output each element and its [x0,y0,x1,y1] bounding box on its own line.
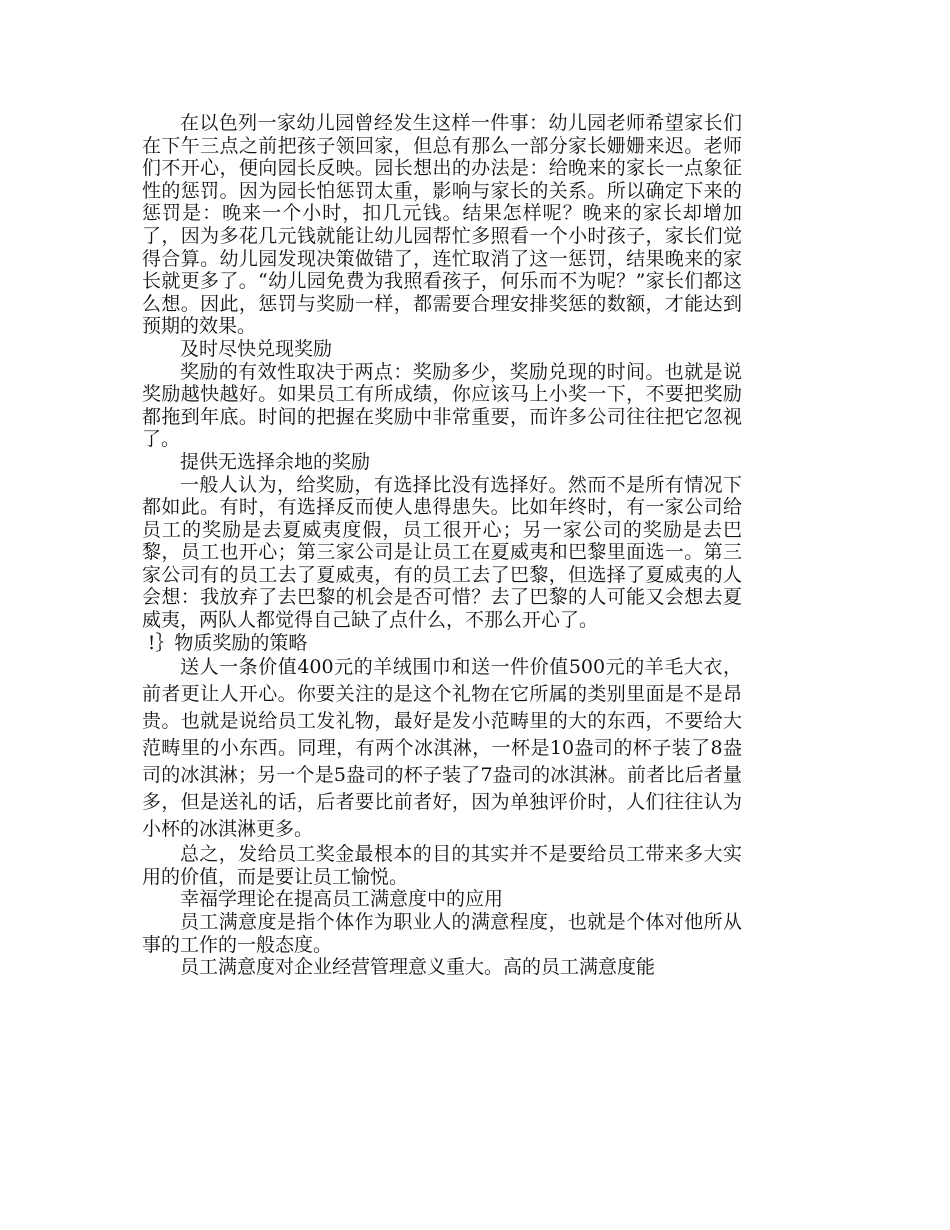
paragraph-bonus-purpose: 总之，发给员工奖金最根本的目的其实并不是要给员工带来多大实用的价值，而是要让员工愉悦。 [142,843,742,888]
heading-no-choice-reward: 提供无选择余地的奖励 [180,450,371,473]
heading-happiness-theory: 幸福学理论在提高员工满意度中的应用 [180,888,504,911]
heading-timely-reward: 及时尽快兑现奖励 [180,337,333,360]
paragraph-reward-timing: 奖励的有效性取决于两点：奖励多少，奖励兑现的时间。也就是说奖励越快越好。如果员工有所成绩，你应该马上小奖一下，不要把奖励都拖到年底。时间的把握在奖励中非常重要，而许多公司往往把它忽视了。 [142,360,742,451]
heading-material-reward-strategy: !｝物质奖励的策略 [147,631,308,654]
paragraph-choice-example: 一般人认为，给奖励，有选择比没有选择好。然而不是所有情况下都如此。有时，有选择反而使人患得患失。比如年终时，有一家公司给员工的奖励是去夏威夷度假，员工很开心；另一家公司的奖励是去巴黎，员工也开心；第三家公司是让员工在夏威夷和巴黎里面选一。第三家公司有的员工去了夏威夷，有的员工去了巴黎，但选择了夏威夷的人会想：我放弃了去巴黎的机会是否可惜？去了巴黎的人可能又会想去夏威夷，两队人都觉得自己缺了点什么，不那么开心了。 [142,473,742,632]
paragraph-kindergarten-story: 在以色列一家幼儿园曾经发生这样一件事：幼儿园老师希望家长们在下午三点之前把孩子领回家，但总有那么一部分家长姗姗来迟。老师们不开心，便向园长反映。园长想出的办法是：给晚来的家长一点象征性的惩罚。因为园长怕惩罚太重，影响与家长的关系。所以确定下来的惩罚是：晚来一个小时，扣几元钱。结果怎样呢？晚来的家长却增加了，因为多花几元钱就能让幼儿园帮忙多照看一个小时孩子，家长们觉得合算。幼儿园发现决策做错了，连忙取消了这一惩罚，结果晚来的家长就更多了。“幼儿园免费为我照看孩子，何乐而不为呢？”家长们都这么想。因此，惩罚与奖励一样，都需要合理安排奖惩的数额，才能达到预期的效果。 [142,112,742,338]
paragraph-satisfaction-importance: 员工满意度对企业经营管理意义重大。高的员工满意度能 [180,956,656,979]
document-page [142,112,742,979]
paragraph-gift-example: 送人一条价值400元的羊绒围巾和送一件价值500元的羊毛大衣，前者更让人开心。你要关注的是这个礼物在它所属的类别里面是不是昂贵。也就是说给员工发礼物，最好是发小范畴里的大的东西，不要给大范畴里的小东西。同理，有两个冰淇淋，一杯是10盎司的杯子装了8盎司的冰淇淋；另一个是5盎司的杯子装了7盎司的冰淇淋。前者比后者量多，但是送礼的话，后者要比前者好，因为单独评价时，人们往往认为小杯的冰淇淋更多。 [142,656,742,841]
paragraph-satisfaction-definition: 员工满意度是指个体作为职业人的满意程度，也就是个体对他所从事的工作的一般态度。 [142,911,742,956]
